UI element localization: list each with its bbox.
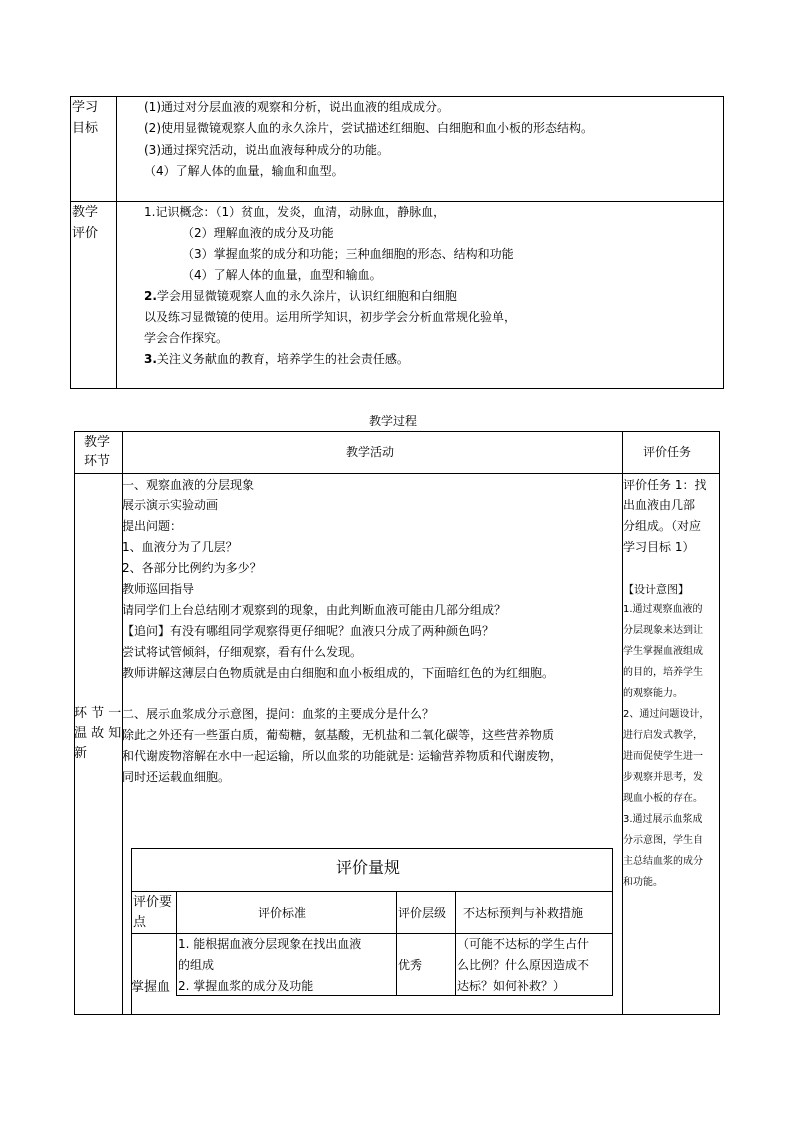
header-activity: 教学活动 xyxy=(346,445,395,459)
activity-line: 二、展示血浆成分示意图，提问：血浆的主要成分是什么？ xyxy=(122,707,435,721)
header-stage: 教学 xyxy=(84,435,111,450)
task-line: 学习目标 1） xyxy=(623,540,695,554)
design-line: 1.通过观察血液的 xyxy=(623,604,703,615)
task-line: 分组成。（对应 xyxy=(623,519,702,533)
activity-line: 和代谢废物溶解在水中一起运输，所以血浆的功能就是: 运输营养物质和代谢废物， xyxy=(122,749,562,763)
evaluation-item-3-number: 3. xyxy=(144,352,157,366)
rubric-standard-1b: 的组成 xyxy=(178,958,215,972)
design-line: 步观察并思考，发 xyxy=(623,772,703,783)
design-line: 进行启发式教学， xyxy=(623,730,703,741)
evaluation-item-1: 1.记识概念：（1）贫血，发炎，血清，动脉血，静脉血， xyxy=(144,205,446,219)
rubric-header-point-2: 点 xyxy=(133,915,147,930)
objectives-label: 学习 xyxy=(72,100,99,115)
design-line: 学生掌握血液组成 xyxy=(623,646,703,657)
activity-line: 展示演示实验动画 xyxy=(122,498,219,512)
evaluation-sub-3: （3）掌握血浆的成分和功能；三种血细胞的形态、结构和功能 xyxy=(182,247,514,261)
task-line: 评价任务 1：找 xyxy=(623,478,707,492)
design-line: 3.通过展示血浆成 xyxy=(623,814,703,825)
process-title: 教学过程 xyxy=(369,414,418,428)
objective-item-3: (3)通过探究活动，说出血液每种成分的功能。 xyxy=(144,143,389,157)
evaluation-item-2-number: 2. xyxy=(144,289,157,303)
stage-label-3: 新 xyxy=(74,746,88,761)
evaluation-item-2-text: 学会用显微镜观察人血的永久涂片，认识红细胞和白细胞 xyxy=(156,289,457,303)
activity-line: 2、各部分比例约为多少？ xyxy=(122,561,262,575)
rubric-standard-2: 2. 掌握血浆的成分及功能 xyxy=(178,979,314,993)
rubric-title: 评价量规 xyxy=(336,858,401,877)
rubric-remedy-1: （可能不达标的学生占什 xyxy=(457,937,590,951)
objectives-label-2: 目标 xyxy=(72,121,99,136)
rubric-header-remedy: 不达标预判与补救措施 xyxy=(463,906,584,920)
rubric-remedy-2: 么比例？什么原因造成不 xyxy=(457,958,590,972)
design-line: 进而促使学生进一 xyxy=(623,751,703,762)
design-line: 主总结血浆的成分 xyxy=(623,856,703,867)
activity-line: 请同学们上台总结刚才观察到的现象，由此判断血液可能由几部分组成？ xyxy=(122,603,507,617)
objective-item-1: (1)通过对分层血液的观察和分析，说出血液的组成成分。 xyxy=(144,100,450,114)
evaluation-item-2-line-3: 学会合作探究。 xyxy=(144,331,229,345)
activity-line: 尝试将试管倾斜，仔细观察，看有什么发现。 xyxy=(122,645,363,659)
task-line: 出血液由几部 xyxy=(623,498,696,512)
header-task: 评价任务 xyxy=(643,445,692,459)
activity-line: 教师讲解这薄层白色物质就是由白细胞和血小板组成的，下面暗红色的为红细胞。 xyxy=(122,666,555,680)
header-stage-2: 环节 xyxy=(84,454,111,469)
evaluation-item-3-text: 关注义务献血的教育，培养学生的社会责任感。 xyxy=(156,352,409,366)
design-line: 2、通过问题设计， xyxy=(623,709,710,720)
rubric-standard-1: 1. 能根据血液分层现象在找出血液 xyxy=(178,937,362,951)
design-title: 【设计意图】 xyxy=(623,583,689,596)
objective-item-4: （4）了解人体的血量，输血和血型。 xyxy=(144,164,344,178)
design-line: 的观察能力。 xyxy=(623,688,683,699)
design-line: 的目的，培养学生 xyxy=(623,667,703,678)
activity-line: 提出问题： xyxy=(122,519,183,533)
rubric-level: 优秀 xyxy=(398,958,423,972)
stage-label-2: 温 故 知 xyxy=(74,726,122,741)
evaluation-item-3 xyxy=(144,353,409,365)
rubric-point: 掌握血 xyxy=(131,980,171,995)
evaluation-sub-4: （4）了解人体的血量，血型和输血。 xyxy=(182,268,382,282)
evaluation-item-2 xyxy=(144,290,457,302)
evaluation-item-2-line-2: 以及练习显微镜的使用。运用所学知识，初步学会分析血常规化验单， xyxy=(144,310,517,324)
activity-line: 【追问】有没有哪组同学观察得更仔细呢？血液只分成了两种颜色吗？ xyxy=(122,624,495,638)
rubric-remedy-3: 达标？如何补救？） xyxy=(457,979,566,993)
design-line: 分层现象来达到让 xyxy=(623,625,703,636)
activity-line: 除此之外还有一些蛋白质，葡萄糖，氨基酸，无机盐和二氧化碳等，这些营养物质 xyxy=(122,728,555,742)
design-line: 现血小板的存在。 xyxy=(623,793,703,804)
design-line: 分示意图，学生自 xyxy=(623,835,703,846)
evaluation-label: 教学 xyxy=(72,205,99,220)
evaluation-label-2: 评价 xyxy=(72,226,99,241)
activity-line: 教师巡回指导 xyxy=(122,582,195,596)
stage-label: 环 节 一 xyxy=(74,706,122,721)
activity-line: 同时还运载血细胞。 xyxy=(122,770,231,784)
activity-line: 一、观察血液的分层现象 xyxy=(122,478,255,492)
rubric-header-level: 评价层级 xyxy=(398,906,447,920)
evaluation-sub-2: （2）理解血液的成分及功能 xyxy=(182,226,334,240)
objective-item-2: (2)使用显微镜观察人血的永久涂片，尝试描述红细胞、白细胞和血小板的形态结构。 xyxy=(144,121,594,135)
activity-line: 1、血液分为了几层？ xyxy=(122,540,238,554)
design-line: 和功能。 xyxy=(623,877,663,888)
rubric-header-point: 评价要 xyxy=(133,895,173,910)
rubric-header-standard: 评价标准 xyxy=(258,906,307,920)
